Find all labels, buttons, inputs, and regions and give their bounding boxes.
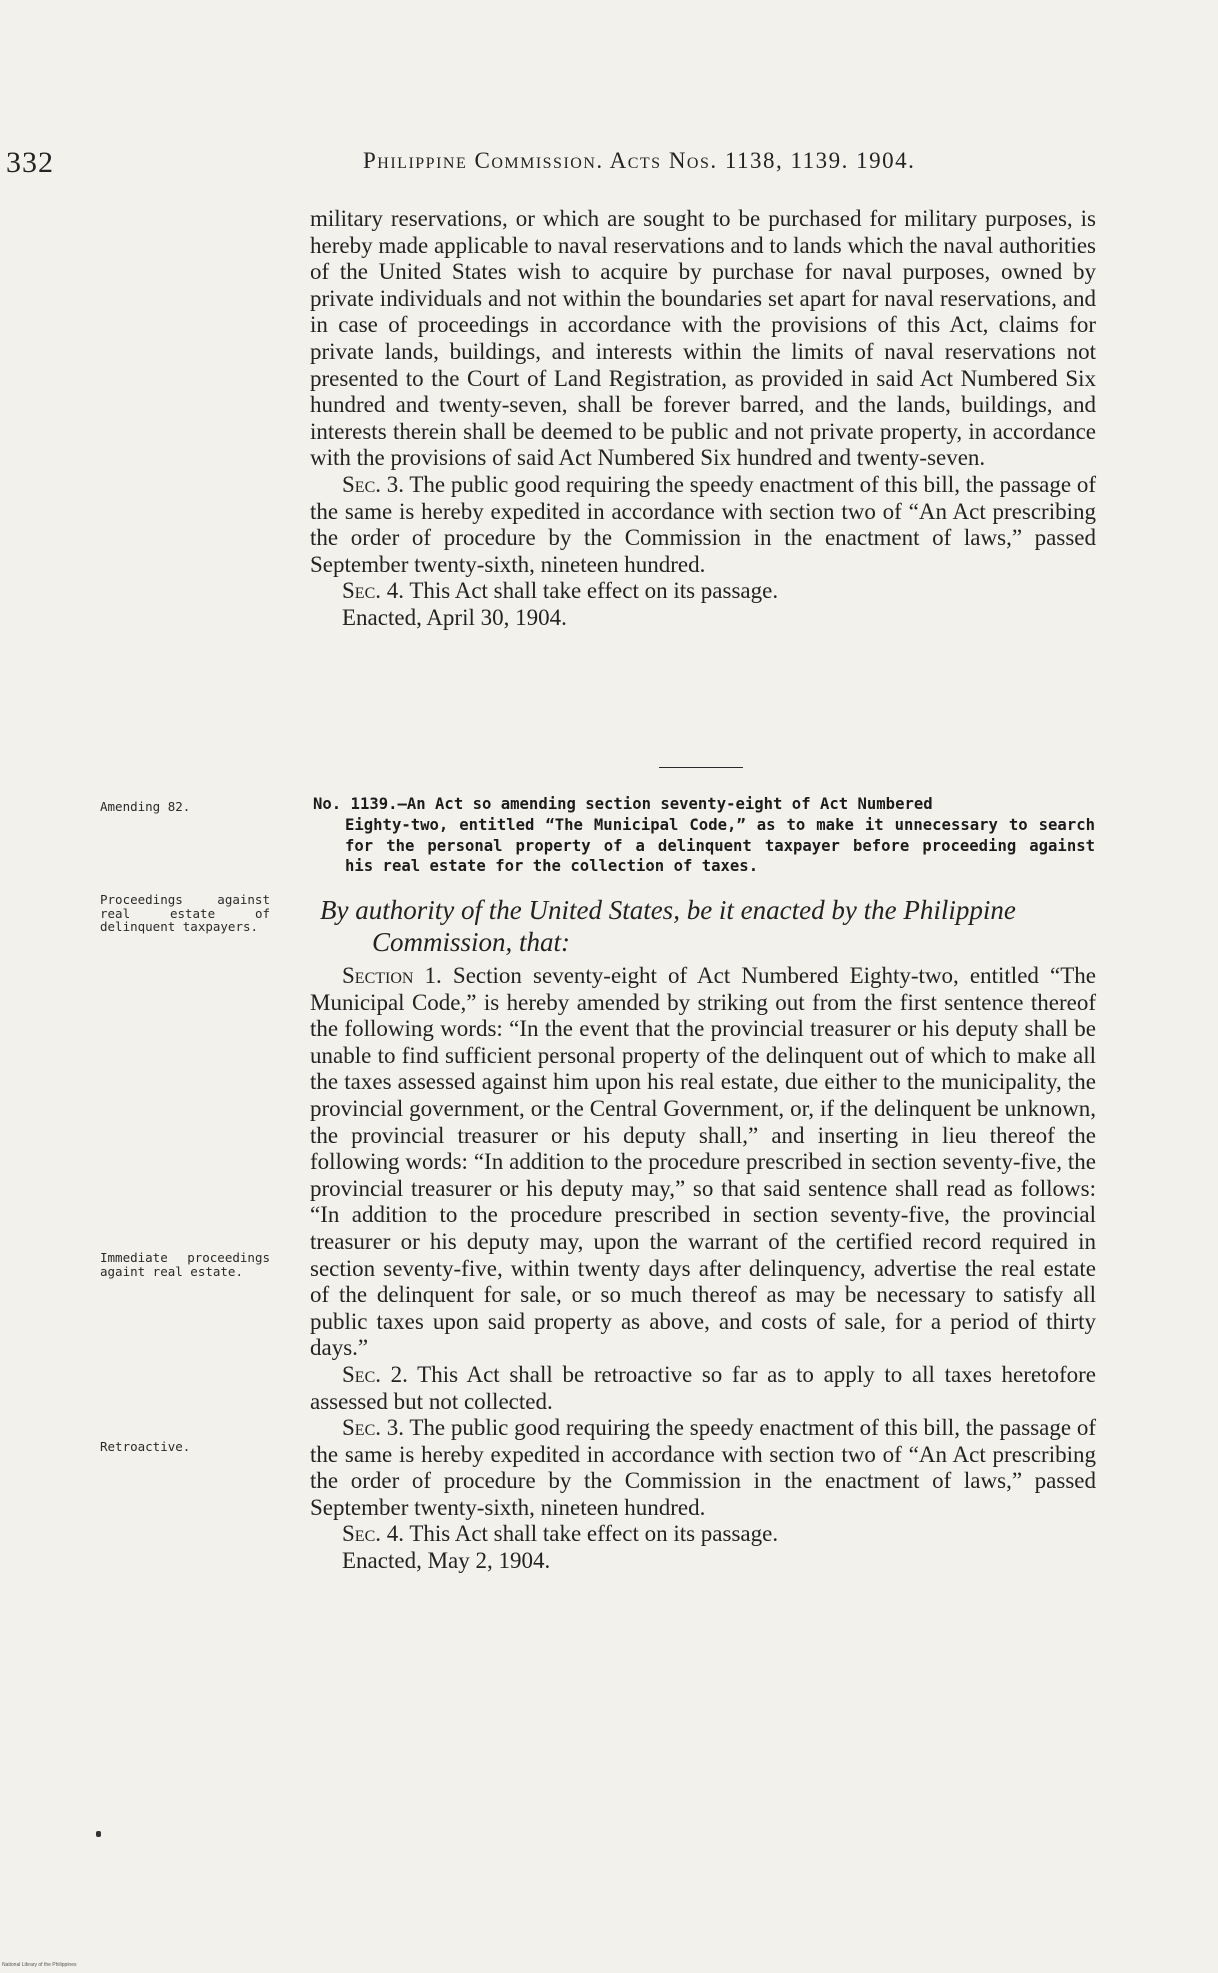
previous-act-continuation (310, 206, 1096, 632)
section-label: Sec. 4. (342, 1521, 404, 1547)
section-4 (310, 1521, 1096, 1548)
prev-section-3 (310, 472, 1096, 578)
enacting-clause-line-1: By authority of the United States, be it enacted by the Philippine (320, 895, 1016, 925)
act-title-first-line: No. 1139.—An Act so amending section seventy-eight of Act Numbered (313, 795, 933, 813)
section-label: Section 1. (342, 963, 442, 988)
section-label: Sec. 3. (342, 1415, 404, 1441)
running-head: Philippine Commission. Acts Nos. 1138, 1139. 1904. (363, 148, 916, 173)
section-divider-rule (659, 767, 743, 768)
section-3 (310, 1415, 1096, 1521)
margin-note-proceedings: Proceedings against real estate of delinquent taxpayers. (100, 892, 270, 934)
enacting-clause-line-2: Commission, that: (372, 927, 571, 957)
prev-enacted-date: Enacted, April 30, 1904. (342, 604, 567, 630)
section-text: This Act shall be retroactive so far as to apply to all taxes heretofore assessed but not collected. (310, 1361, 1096, 1414)
margin-note-immediate: Immediate proceedings againt real estate. (100, 1250, 270, 1279)
ink-speck (96, 1831, 101, 1837)
section-label: Sec. 3. (342, 471, 404, 497)
section-text: This Act shall take effect on its passage. (404, 1521, 779, 1547)
enacting-clause (320, 894, 1100, 958)
margin-note-amending: Amending 82. (100, 799, 191, 814)
act-1139-title (313, 794, 1095, 877)
section-text: Section seventy-eight of Act Numbered Eighty-two, entitled “The Municipal Code,” is hereby amended by striking out from the first sentence thereof the following words: “In the event that the provincial treasurer or his deputy shall be unable to find sufficient personal property of the delinquent out of which to make all the taxes assessed against him upon his real estate, due either to the municipality, the provincial government, or the Central Government, or, if the delinquent be unknown, the provincial treasurer or his deputy shall,” and inserting in lieu thereof the following words: “In addition to the procedure prescribed in section seventy-five, the provincial treasurer or his deputy may,” so that said sentence shall read as follows: “In addition to the procedure prescribed in section seventy-five, the provincial treasurer or his deputy may, upon the warrant of the certified record required in section seventy-five, within twenty days after delinquency, advertise the real estate of the delinquent for sale, or so much thereof as may be necessary to satisfy all public taxes upon said property as above, and costs of sale, for a period of thirty days.” (310, 963, 1096, 1361)
act-1139-body (310, 963, 1096, 1575)
section-text: The public good requiring the speedy enactment of this bill, the passage of the same is hereby expedited in accordance with section two of “An Act prescribing the order of procedure by the Commission in the enactment of laws,” passed September twenty-sixth, nineteen hundred. (310, 471, 1096, 577)
enacted-date: Enacted, May 2, 1904. (342, 1548, 551, 1574)
continued-section-text: military reservations, or which are sought to be purchased for military purposes, is hereby made applicable to naval reservations and to lands which the naval authorities of the United States wish to acquire by purchase for naval purposes, owned by private individuals and not within the boundaries set apart for naval reservations, and in case of proceedings in accordance with the provisions of this Act, claims for private lands, buildings, and interests within the limits of naval reservations not presented to the Court of Land Registration, as provided in said Act Numbered Six hundred and twenty-seven, shall be forever barred, and the lands, buildings, and interests therein shall be deemed to be public and not private property, in accordance with the provisions of said Act Numbered Six hundred and twenty-seven. (310, 206, 1096, 471)
prev-section-4 (310, 578, 1096, 605)
section-label: Sec. 2. (342, 1361, 408, 1387)
page-number: 332 (6, 146, 54, 179)
section-text: This Act shall take effect on its passage. (404, 578, 779, 604)
section-1 (310, 963, 1096, 1362)
section-2 (310, 1362, 1096, 1415)
act-title-continuation: Eighty-two, entitled “The Municipal Code,” as to make it unnecessary to search for the personal property of a delinquent taxpayer before proceeding against his real estate for the collection of taxes. (345, 815, 1095, 876)
section-label: Sec. 4. (342, 578, 404, 604)
scan-credit: National Library of the Philippines (2, 1962, 77, 1968)
section-text: The public good requiring the speedy enactment of this bill, the passage of the same is hereby expedited in accordance with section two of “An Act prescribing the order of procedure by the Commission in the enactment of laws,” passed September twenty-sixth, nineteen hundred. (310, 1415, 1096, 1520)
margin-note-retroactive: Retroactive. (100, 1439, 191, 1454)
